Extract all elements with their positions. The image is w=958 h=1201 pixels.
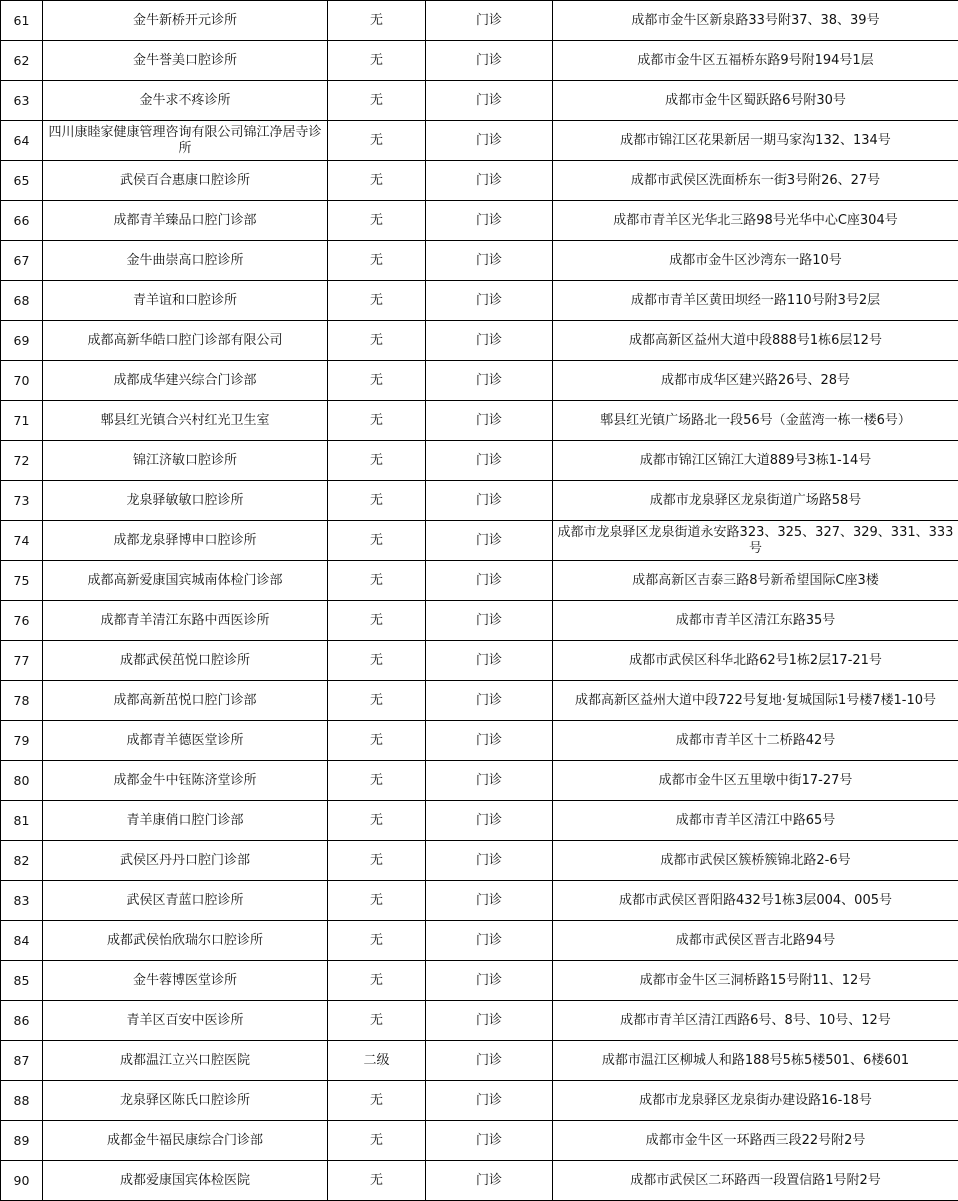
grade-level-cell: 无	[328, 401, 426, 441]
table-row	[1, 1001, 958, 1041]
row-number-cell: 88	[1, 1081, 43, 1121]
row-number-cell: 64	[1, 121, 43, 161]
row-number-cell: 75	[1, 561, 43, 601]
grade-level-cell: 无	[328, 561, 426, 601]
table-row	[1, 681, 958, 721]
address-cell: 成都市青羊区黄田坝经一路110号附3号2层	[553, 281, 958, 321]
institution-name-cell: 金牛曲崇高口腔诊所	[43, 241, 328, 281]
address-cell: 成都市金牛区三洞桥路15号附11、12号	[553, 961, 958, 1001]
service-type-cell: 门诊	[426, 281, 553, 321]
address-cell: 成都市金牛区五福桥东路9号附194号1层	[553, 41, 958, 81]
table-row	[1, 361, 958, 401]
institution-name-cell: 成都金牛中钰陈济堂诊所	[43, 761, 328, 801]
grade-level-cell: 无	[328, 601, 426, 641]
row-number-cell: 63	[1, 81, 43, 121]
address-cell: 成都高新区吉泰三路8号新希望国际C座3楼	[553, 561, 958, 601]
service-type-cell: 门诊	[426, 121, 553, 161]
service-type-cell: 门诊	[426, 1041, 553, 1081]
service-type-cell: 门诊	[426, 1161, 553, 1201]
table-row	[1, 281, 958, 321]
table-row	[1, 241, 958, 281]
row-number-cell: 69	[1, 321, 43, 361]
institution-name-cell: 金牛蓉博医堂诊所	[43, 961, 328, 1001]
service-type-cell: 门诊	[426, 521, 553, 561]
service-type-cell: 门诊	[426, 721, 553, 761]
address-cell: 成都市龙泉驿区龙泉街道广场路58号	[553, 481, 958, 521]
institution-name-cell: 武侯百合惠康口腔诊所	[43, 161, 328, 201]
address-cell: 成都高新区益州大道中段888号1栋6层12号	[553, 321, 958, 361]
address-cell: 成都市龙泉驿区龙泉街办建设路16-18号	[553, 1081, 958, 1121]
table-row	[1, 1121, 958, 1161]
table-row	[1, 1, 958, 41]
service-type-cell: 门诊	[426, 921, 553, 961]
table-row	[1, 401, 958, 441]
institution-name-cell: 锦江济敏口腔诊所	[43, 441, 328, 481]
row-number-cell: 76	[1, 601, 43, 641]
service-type-cell: 门诊	[426, 481, 553, 521]
grade-level-cell: 无	[328, 321, 426, 361]
address-cell: 成都市温江区柳城人和路188号5栋5楼501、6楼601	[553, 1041, 958, 1081]
institution-name-cell: 成都青羊清江东路中西医诊所	[43, 601, 328, 641]
address-cell: 成都市青羊区光华北三路98号光华中心C座304号	[553, 201, 958, 241]
institution-name-cell: 金牛求不疼诊所	[43, 81, 328, 121]
row-number-cell: 73	[1, 481, 43, 521]
row-number-cell: 83	[1, 881, 43, 921]
row-number-cell: 77	[1, 641, 43, 681]
service-type-cell: 门诊	[426, 1001, 553, 1041]
row-number-cell: 67	[1, 241, 43, 281]
table-row	[1, 841, 958, 881]
service-type-cell: 门诊	[426, 761, 553, 801]
service-type-cell: 门诊	[426, 161, 553, 201]
service-type-cell: 门诊	[426, 401, 553, 441]
row-number-cell: 66	[1, 201, 43, 241]
service-type-cell: 门诊	[426, 41, 553, 81]
table-row	[1, 201, 958, 241]
row-number-cell: 90	[1, 1161, 43, 1201]
institution-name-cell: 郫县红光镇合兴村红光卫生室	[43, 401, 328, 441]
address-cell: 成都市武侯区簇桥簇锦北路2-6号	[553, 841, 958, 881]
row-number-cell: 78	[1, 681, 43, 721]
address-cell: 成都市武侯区洗面桥东一街3号附26、27号	[553, 161, 958, 201]
address-cell: 成都市青羊区清江中路65号	[553, 801, 958, 841]
table-row	[1, 321, 958, 361]
institution-name-cell: 武侯区青蓝口腔诊所	[43, 881, 328, 921]
address-cell: 成都市锦江区锦江大道889号3栋1-14号	[553, 441, 958, 481]
grade-level-cell: 无	[328, 281, 426, 321]
address-cell: 成都市成华区建兴路26号、28号	[553, 361, 958, 401]
table-row	[1, 121, 958, 161]
institution-name-cell: 成都爱康国宾体检医院	[43, 1161, 328, 1201]
service-type-cell: 门诊	[426, 441, 553, 481]
grade-level-cell: 无	[328, 441, 426, 481]
table-row	[1, 721, 958, 761]
row-number-cell: 82	[1, 841, 43, 881]
grade-level-cell: 无	[328, 241, 426, 281]
row-number-cell: 68	[1, 281, 43, 321]
address-cell: 成都市金牛区一环路西三段22号附2号	[553, 1121, 958, 1161]
grade-level-cell: 无	[328, 521, 426, 561]
service-type-cell: 门诊	[426, 601, 553, 641]
institution-name-cell: 成都武侯怡欣瑞尔口腔诊所	[43, 921, 328, 961]
table-row	[1, 881, 958, 921]
grade-level-cell: 无	[328, 481, 426, 521]
institution-name-cell: 龙泉驿区陈氏口腔诊所	[43, 1081, 328, 1121]
service-type-cell: 门诊	[426, 321, 553, 361]
grade-level-cell: 无	[328, 201, 426, 241]
grade-level-cell: 无	[328, 721, 426, 761]
service-type-cell: 门诊	[426, 1, 553, 41]
service-type-cell: 门诊	[426, 681, 553, 721]
institution-name-cell: 成都温江立兴口腔医院	[43, 1041, 328, 1081]
row-number-cell: 89	[1, 1121, 43, 1161]
row-number-cell: 79	[1, 721, 43, 761]
row-number-cell: 61	[1, 1, 43, 41]
service-type-cell: 门诊	[426, 641, 553, 681]
row-number-cell: 71	[1, 401, 43, 441]
address-cell: 成都市金牛区新泉路33号附37、38、39号	[553, 1, 958, 41]
service-type-cell: 门诊	[426, 561, 553, 601]
grade-level-cell: 无	[328, 681, 426, 721]
service-type-cell: 门诊	[426, 201, 553, 241]
address-cell: 成都市金牛区沙湾东一路10号	[553, 241, 958, 281]
institution-name-cell: 成都高新茁悦口腔门诊部	[43, 681, 328, 721]
service-type-cell: 门诊	[426, 881, 553, 921]
institution-name-cell: 成都金牛福民康综合门诊部	[43, 1121, 328, 1161]
table-row	[1, 921, 958, 961]
grade-level-cell: 无	[328, 961, 426, 1001]
address-cell: 成都市武侯区晋吉北路94号	[553, 921, 958, 961]
table-row	[1, 521, 958, 561]
grade-level-cell: 无	[328, 761, 426, 801]
service-type-cell: 门诊	[426, 81, 553, 121]
grade-level-cell: 无	[328, 361, 426, 401]
table-row	[1, 81, 958, 121]
service-type-cell: 门诊	[426, 1121, 553, 1161]
table-row	[1, 801, 958, 841]
institution-name-cell: 龙泉驿敏敏口腔诊所	[43, 481, 328, 521]
grade-level-cell: 无	[328, 1001, 426, 1041]
table-row	[1, 1081, 958, 1121]
row-number-cell: 84	[1, 921, 43, 961]
table-row	[1, 481, 958, 521]
institution-name-cell: 青羊谊和口腔诊所	[43, 281, 328, 321]
table-row	[1, 761, 958, 801]
row-number-cell: 62	[1, 41, 43, 81]
table-body	[1, 1, 958, 1201]
address-cell: 成都市武侯区二环路西一段置信路1号附2号	[553, 1161, 958, 1201]
service-type-cell: 门诊	[426, 241, 553, 281]
address-cell: 成都市武侯区科华北路62号1栋2层17-21号	[553, 641, 958, 681]
table-row	[1, 961, 958, 1001]
row-number-cell: 87	[1, 1041, 43, 1081]
address-cell: 成都市龙泉驿区龙泉街道永安路323、325、327、329、331、333号	[553, 521, 958, 561]
service-type-cell: 门诊	[426, 801, 553, 841]
institution-name-cell: 成都高新华皓口腔门诊部有限公司	[43, 321, 328, 361]
institution-name-cell: 金牛誉美口腔诊所	[43, 41, 328, 81]
row-number-cell: 70	[1, 361, 43, 401]
row-number-cell: 85	[1, 961, 43, 1001]
institution-name-cell: 成都成华建兴综合门诊部	[43, 361, 328, 401]
table-row	[1, 561, 958, 601]
institution-name-cell: 青羊康俏口腔门诊部	[43, 801, 328, 841]
address-cell: 成都市青羊区十二桥路42号	[553, 721, 958, 761]
row-number-cell: 65	[1, 161, 43, 201]
address-cell: 成都高新区益州大道中段722号复地·复城国际1号楼7楼1-10号	[553, 681, 958, 721]
grade-level-cell: 无	[328, 641, 426, 681]
grade-level-cell: 二级	[328, 1041, 426, 1081]
grade-level-cell: 无	[328, 881, 426, 921]
institution-name-cell: 成都高新爱康国宾城南体检门诊部	[43, 561, 328, 601]
address-cell: 郫县红光镇广场路北一段56号（金蓝湾一栋一楼6号）	[553, 401, 958, 441]
grade-level-cell: 无	[328, 1121, 426, 1161]
grade-level-cell: 无	[328, 41, 426, 81]
grade-level-cell: 无	[328, 1161, 426, 1201]
institution-name-cell: 青羊区百安中医诊所	[43, 1001, 328, 1041]
address-cell: 成都市锦江区花果新居一期马家沟132、134号	[553, 121, 958, 161]
grade-level-cell: 无	[328, 921, 426, 961]
institution-name-cell: 成都龙泉驿博申口腔诊所	[43, 521, 328, 561]
row-number-cell: 86	[1, 1001, 43, 1041]
address-cell: 成都市金牛区蜀跃路6号附30号	[553, 81, 958, 121]
row-number-cell: 81	[1, 801, 43, 841]
institution-name-cell: 四川康睦家健康管理咨询有限公司锦江净居寺诊所	[43, 121, 328, 161]
grade-level-cell: 无	[328, 161, 426, 201]
grade-level-cell: 无	[328, 841, 426, 881]
address-cell: 成都市青羊区清江西路6号、8号、10号、12号	[553, 1001, 958, 1041]
institution-name-cell: 成都青羊臻品口腔门诊部	[43, 201, 328, 241]
address-cell: 成都市武侯区晋阳路432号1栋3层004、005号	[553, 881, 958, 921]
row-number-cell: 74	[1, 521, 43, 561]
institution-name-cell: 成都武侯茁悦口腔诊所	[43, 641, 328, 681]
institution-name-cell: 武侯区丹丹口腔门诊部	[43, 841, 328, 881]
table-row	[1, 601, 958, 641]
institution-name-cell: 金牛新桥开元诊所	[43, 1, 328, 41]
grade-level-cell: 无	[328, 1, 426, 41]
grade-level-cell: 无	[328, 121, 426, 161]
row-number-cell: 72	[1, 441, 43, 481]
table-row	[1, 441, 958, 481]
table-row	[1, 1161, 958, 1201]
service-type-cell: 门诊	[426, 1081, 553, 1121]
table-row	[1, 41, 958, 81]
table-row	[1, 641, 958, 681]
grade-level-cell: 无	[328, 81, 426, 121]
address-cell: 成都市青羊区清江东路35号	[553, 601, 958, 641]
table-row	[1, 161, 958, 201]
table-row	[1, 1041, 958, 1081]
grade-level-cell: 无	[328, 1081, 426, 1121]
service-type-cell: 门诊	[426, 361, 553, 401]
grade-level-cell: 无	[328, 801, 426, 841]
address-cell: 成都市金牛区五里墩中街17-27号	[553, 761, 958, 801]
service-type-cell: 门诊	[426, 841, 553, 881]
institution-name-cell: 成都青羊德医堂诊所	[43, 721, 328, 761]
row-number-cell: 80	[1, 761, 43, 801]
service-type-cell: 门诊	[426, 961, 553, 1001]
